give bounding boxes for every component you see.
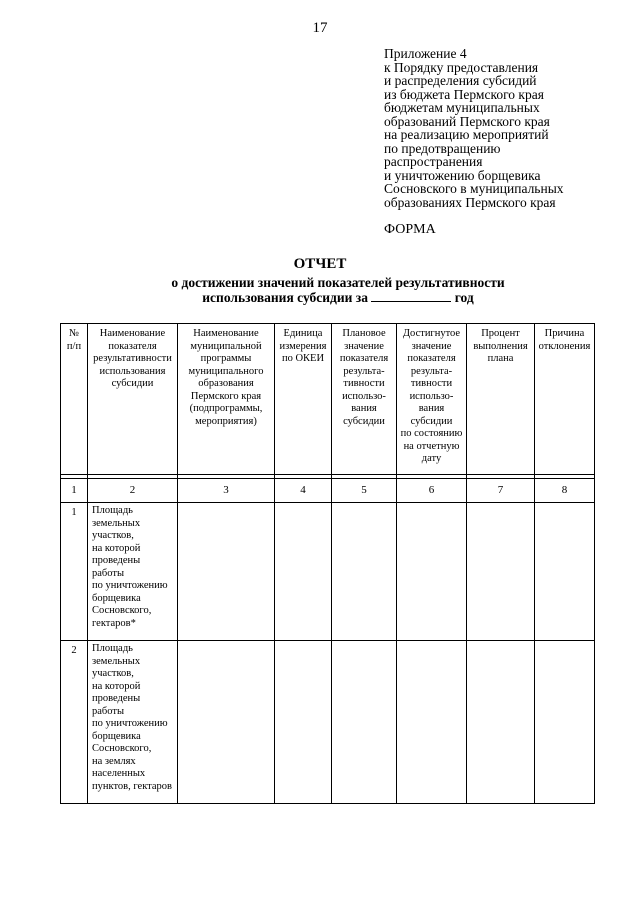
cell-text-line: отклонения: [538, 340, 591, 352]
cell-text-line: показателя: [407, 353, 456, 364]
cell-text-line: на которой: [92, 680, 141, 692]
cell-text-line: участков,: [92, 668, 134, 679]
cell-text-line: Причина: [544, 328, 585, 339]
header-cell: [397, 324, 467, 475]
cell-text-line: Плановое: [342, 328, 386, 339]
cell-text-line: мероприятия): [195, 415, 257, 427]
table-row: [61, 503, 595, 641]
appendix-line: образованиях Пермского края: [384, 194, 556, 210]
column-number: 6: [397, 479, 467, 503]
cell-text-line: муниципального: [188, 365, 264, 377]
header-cell: [332, 324, 397, 475]
header-cell: [467, 324, 535, 475]
cell-text-line: работы: [92, 705, 125, 717]
appendix-line: бюджетам муниципальных: [384, 100, 540, 115]
cell-text-line: Площадь: [92, 643, 133, 654]
header-cell: [535, 324, 595, 475]
header-cell: [61, 324, 88, 475]
subtitle-line-1: о достижении значений показателей результативности: [171, 275, 505, 290]
empty-cell: [332, 503, 397, 641]
header-cell: [88, 324, 178, 475]
empty-cell: [535, 641, 595, 804]
subtitle-line-2-start: использования субсидии за: [202, 290, 368, 305]
cell-text-line: плана: [487, 353, 514, 364]
empty-cell: [178, 503, 275, 641]
column-number: 4: [275, 479, 332, 503]
report-subtitle: [0, 275, 640, 305]
cell-text-line: измерения: [279, 340, 327, 352]
cell-text-line: образования: [198, 378, 254, 389]
cell-text-line: использо-: [409, 390, 454, 402]
cell-text-line: Сосновского,: [92, 743, 152, 754]
cell-text-line: вания: [351, 403, 377, 414]
column-number: 7: [467, 479, 535, 503]
column-number: 8: [535, 479, 595, 503]
appendix-line: к Порядку предоставления: [384, 59, 539, 75]
cell-text-line: субсидии: [343, 415, 385, 427]
year-blank-field: [371, 290, 451, 302]
empty-cell: [397, 503, 467, 641]
cell-text-line: Достигнутое: [402, 328, 461, 339]
subtitle-line-2: [0, 290, 640, 305]
subtitle-line-2-end: год: [454, 290, 474, 305]
cell-text-line: №: [68, 328, 80, 339]
cell-text-line: (подпрограммы,: [189, 403, 263, 414]
empty-cell: [332, 641, 397, 804]
cell-text-line: вания: [418, 403, 445, 414]
cell-text-line: по уничтожению: [92, 580, 168, 591]
cell-text-line: по ОКЕИ: [281, 353, 325, 364]
cell-text-line: Наименование: [99, 328, 166, 339]
indicator-name-cell: [88, 641, 178, 804]
cell-text-line: результа-: [343, 365, 385, 377]
cell-text-line: на землях: [92, 755, 136, 767]
header-row: [61, 324, 595, 475]
cell-text-line: гектаров*: [92, 617, 136, 629]
row-number: 2: [61, 641, 88, 804]
cell-text-line: программы: [200, 353, 252, 364]
column-number-row: [61, 479, 595, 503]
cell-text-line: на которой: [92, 542, 141, 554]
empty-cell: [467, 641, 535, 804]
appendix-line: Сосновского в муниципальных: [384, 181, 564, 196]
page-number: 17: [312, 20, 328, 36]
cell-text-line: субсидии: [111, 378, 154, 389]
cell-text-line: борщевика: [92, 730, 141, 742]
row-number: 1: [61, 503, 88, 641]
cell-text-line: дату: [421, 453, 442, 464]
cell-text-line: Сосновского,: [92, 605, 152, 616]
cell-text-line: тивности: [343, 378, 385, 389]
cell-text-line: работы: [92, 567, 125, 579]
cell-text-line: по уничтожению: [92, 718, 168, 729]
cell-text-line: выполнения: [473, 340, 528, 352]
cell-text-line: проведены: [92, 693, 141, 704]
cell-text-line: муниципальной: [190, 340, 262, 352]
cell-text-line: значение: [344, 340, 384, 352]
cell-text-line: земельных: [92, 655, 141, 667]
appendix-line: из бюджета Пермского края: [384, 86, 544, 102]
empty-cell: [275, 641, 332, 804]
cell-text-line: на отчетную: [403, 440, 460, 452]
cell-text-line: Пермского края: [190, 390, 262, 402]
empty-cell: [178, 641, 275, 804]
cell-text-line: по состоянию: [400, 428, 463, 439]
cell-text-line: Процент: [481, 328, 520, 339]
appendix-note: [384, 47, 634, 209]
report-table: [60, 323, 595, 804]
cell-text-line: борщевика: [92, 592, 141, 604]
cell-text-line: показателя: [339, 353, 389, 364]
empty-cell: [467, 503, 535, 641]
empty-cell: [535, 503, 595, 641]
cell-text-line: участков,: [92, 530, 134, 541]
appendix-line: на реализацию мероприятий: [384, 127, 549, 142]
appendix-line: распространения: [384, 154, 483, 169]
cell-text-line: показателя: [108, 340, 157, 352]
empty-cell: [397, 641, 467, 804]
cell-text-line: значение: [411, 340, 452, 352]
appendix-line: и распределения субсидий: [384, 73, 537, 88]
header-cell: [275, 324, 332, 475]
column-number: 1: [61, 479, 88, 503]
cell-text-line: Наименование: [193, 328, 259, 339]
appendix-line: образований Пермского края: [384, 113, 550, 129]
cell-text-line: тивности: [410, 378, 453, 389]
cell-text-line: использования: [99, 365, 166, 377]
cell-text-line: использо-: [342, 390, 386, 402]
cell-text-line: Единица: [283, 328, 323, 339]
appendix-line: по предотвращению: [384, 140, 501, 156]
appendix-line: Приложение 4: [384, 46, 467, 61]
column-number: 5: [332, 479, 397, 503]
cell-text-line: Площадь: [92, 505, 133, 516]
indicator-name-cell: [88, 503, 178, 641]
form-label: ФОРМА: [384, 222, 436, 237]
cell-text-line: субсидии: [410, 415, 453, 427]
cell-text-line: земельных: [92, 517, 141, 529]
column-number: 2: [88, 479, 178, 503]
report-title: ОТЧЕТ: [293, 256, 347, 272]
cell-text-line: результативности: [93, 353, 172, 364]
cell-text-line: результа-: [410, 365, 453, 377]
header-cell: [178, 324, 275, 475]
appendix-line: и уничтожению борщевика: [384, 167, 541, 183]
column-number: 3: [178, 479, 275, 503]
cell-text-line: п/п: [66, 340, 82, 352]
cell-text-line: проведены: [92, 555, 141, 566]
cell-text-line: пунктов, гектаров: [92, 780, 172, 792]
table-row: [61, 641, 595, 804]
empty-cell: [275, 503, 332, 641]
cell-text-line: населенных: [92, 768, 146, 779]
